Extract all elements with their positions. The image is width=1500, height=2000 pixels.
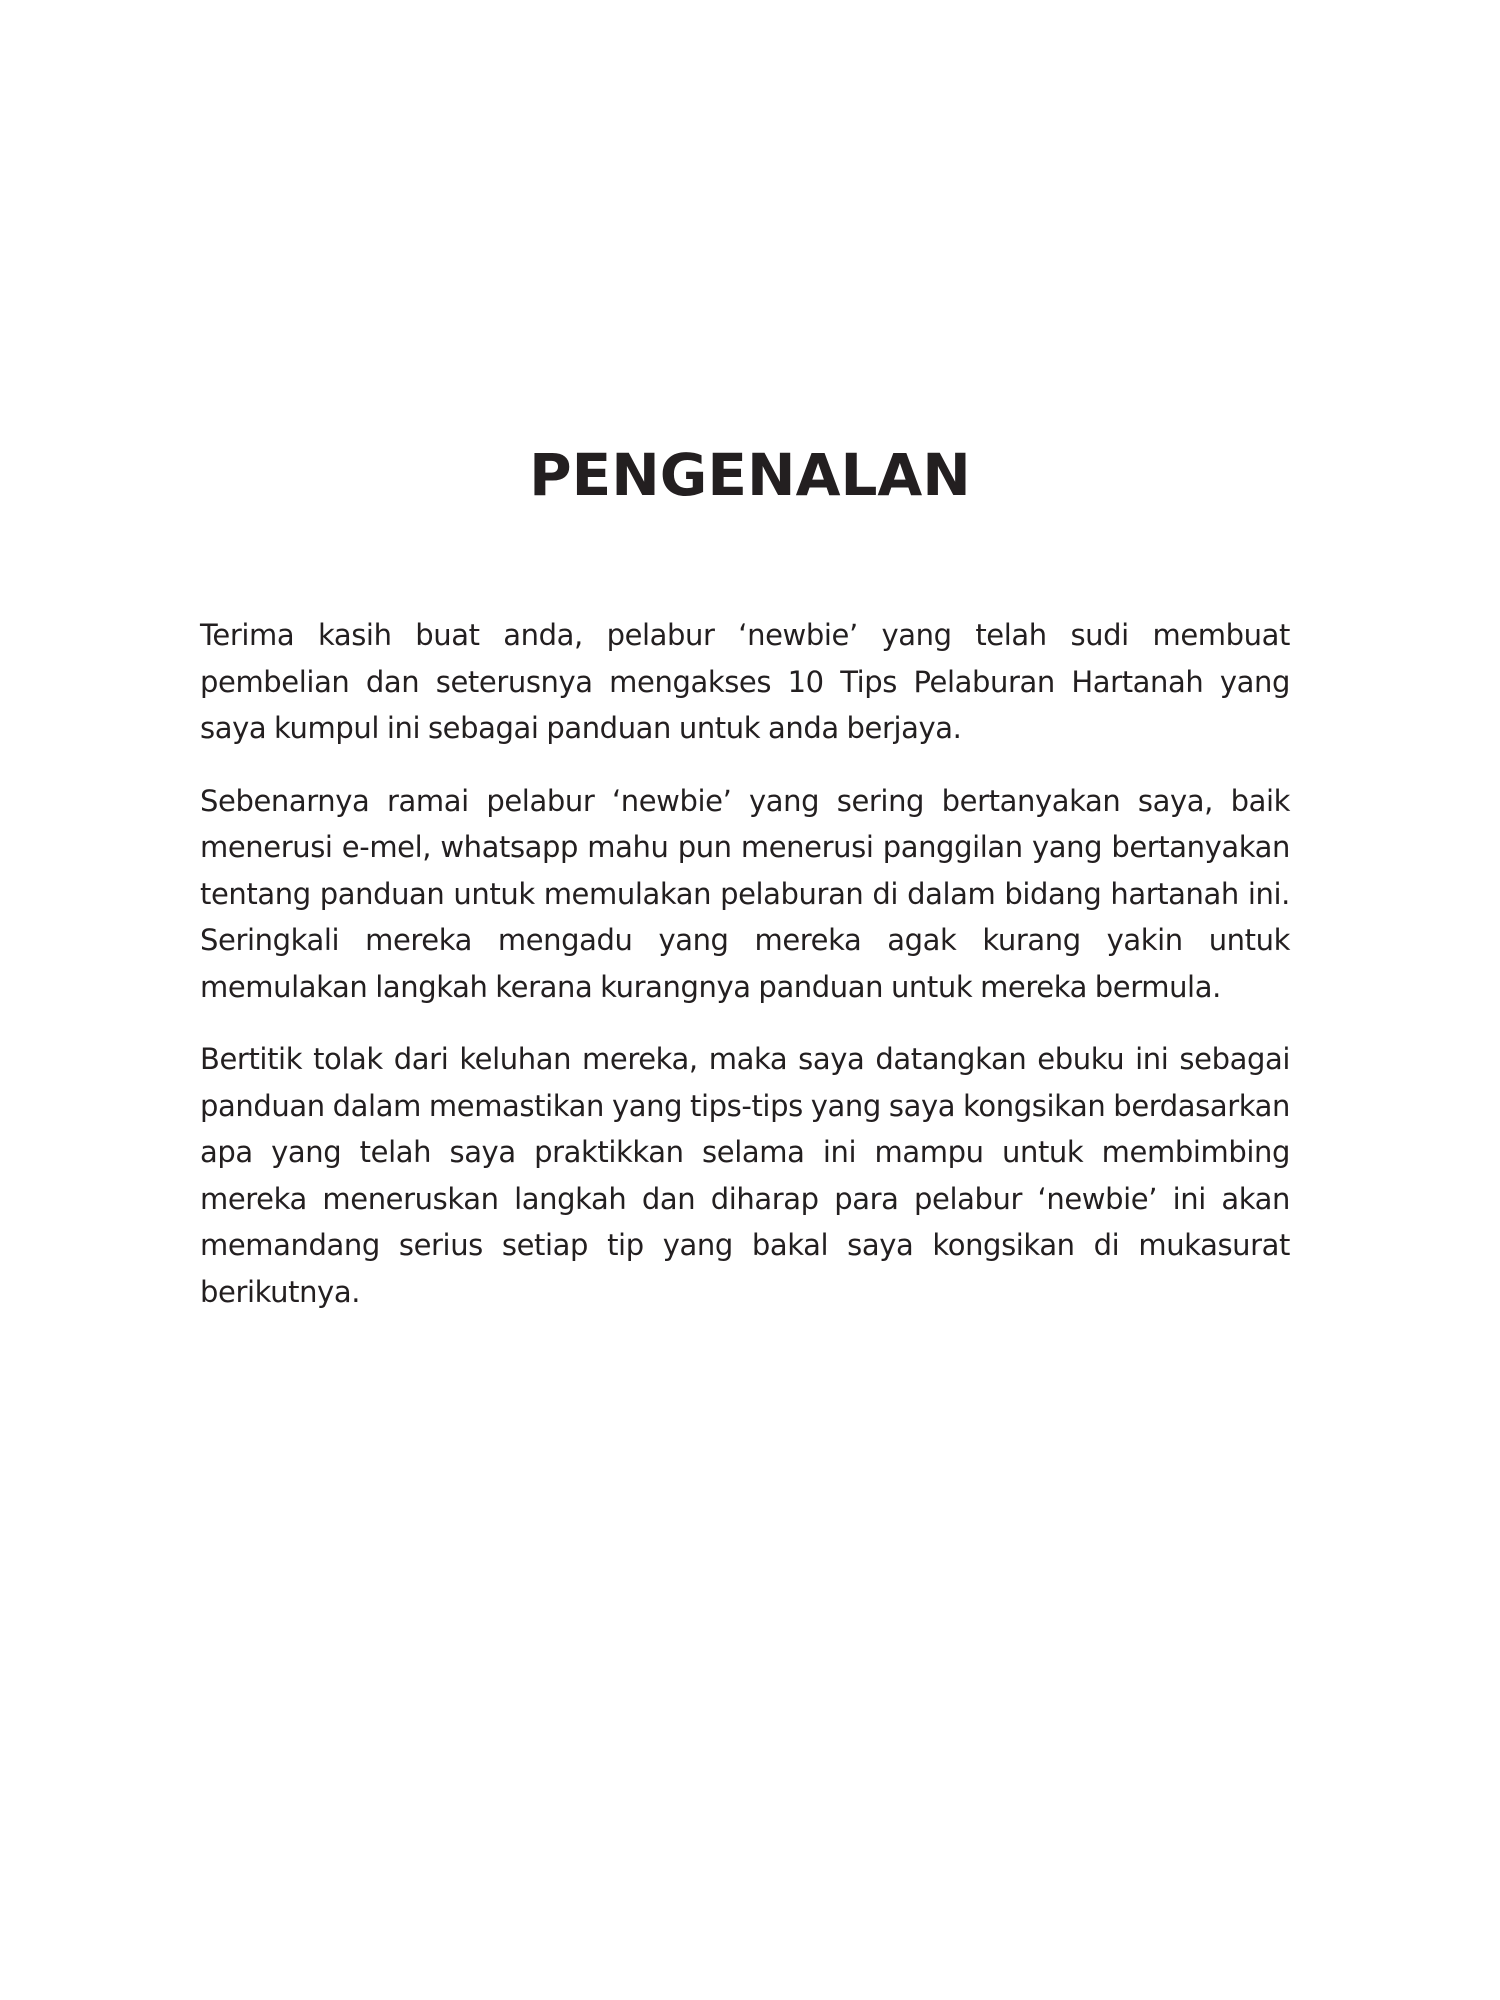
paragraph-3: Bertitik tolak dari keluhan mereka, maka saya datangkan ebuku ini sebagai panduan dalam memastikan yang tips-tips yang saya kongsikan berdasarkan apa yang telah saya praktikkan selama ini mampu untuk membimbing mereka meneruskan langkah dan diharap para pelabur ‘newbie’ ini akan memandang serius setiap tip yang bakal saya kongsikan di mukasurat berikutnya. bbox=[200, 1042, 1290, 1309]
paragraph-2: Sebenarnya ramai pelabur ‘newbie’ yang sering bertanyakan saya, baik menerusi e-mel, whatsapp mahu pun menerusi panggilan yang bertanyakan tentang panduan untuk memulakan pelaburan di dalam bidang hartanah ini. Seringkali mereka mengadu yang mereka agak kurang yakin untuk memulakan langkah kerana kurangnya panduan untuk mereka bermula. bbox=[200, 783, 1290, 1004]
paragraph-1: Terima kasih buat anda, pelabur ‘newbie’ yang telah sudi membuat pembelian dan seterusnya mengakses 10 Tips Pelaburan Hartanah yang saya kumpul ini sebagai panduan untuk anda berjaya. bbox=[200, 618, 1290, 745]
body-text bbox=[200, 612, 1290, 1341]
page-title: PENGENALAN bbox=[529, 441, 971, 509]
